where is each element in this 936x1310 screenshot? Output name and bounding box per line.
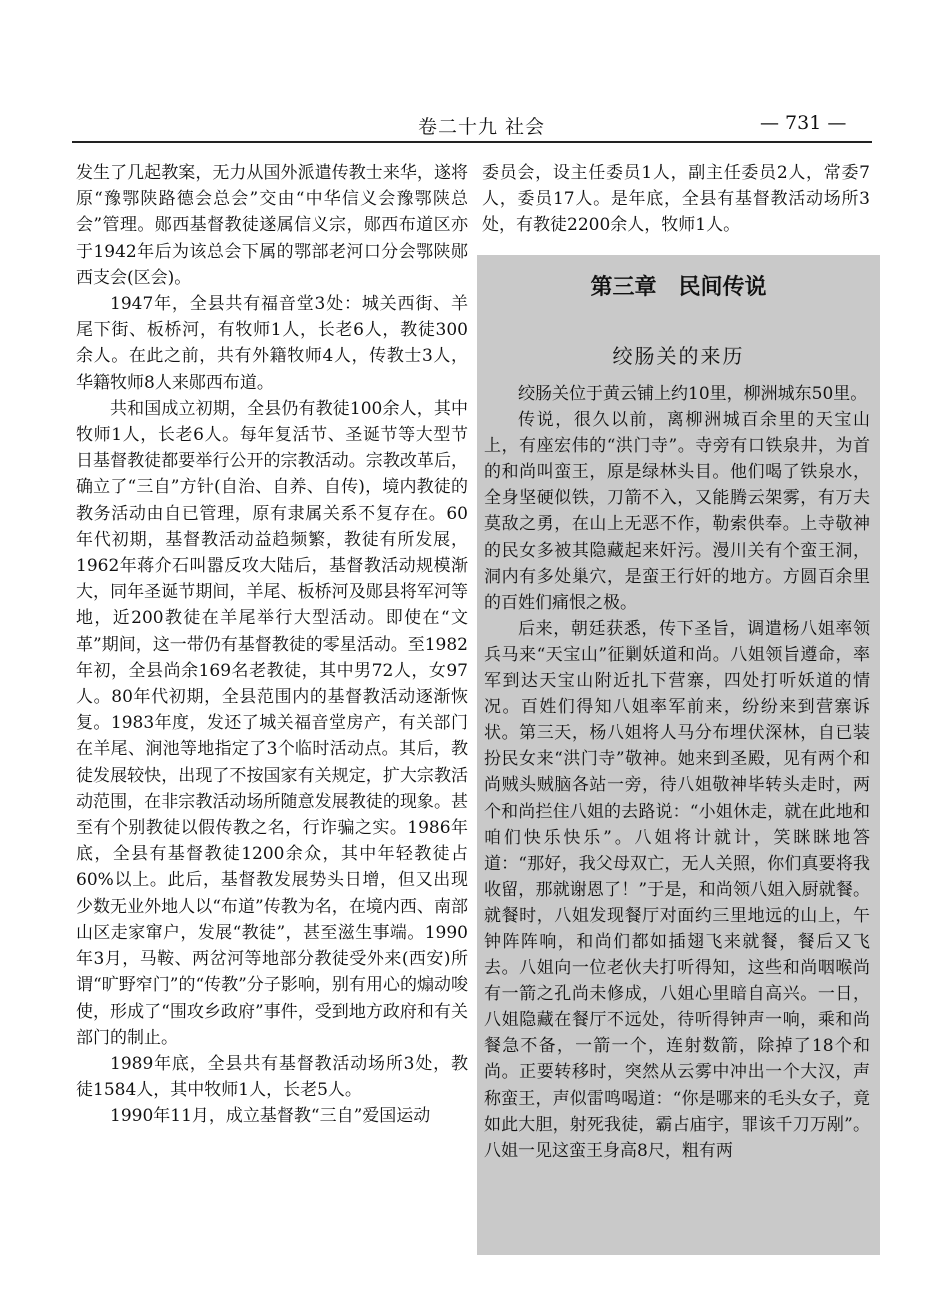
left-column: [76, 160, 468, 1130]
page-number: — 731 —: [760, 112, 847, 134]
paragraph: 发生了几起教案，无力从国外派遣传教士来华，遂将原“豫鄂陕路德会总会”交由“中华信义会豫鄂陕总会”管理。郧西基督教徒遂属信义宗，郧西布道区亦于1942年后为该总会下属的鄂部老河口分会鄂陕郧西支会(区会)。: [76, 163, 468, 288]
paragraph: 1990年11月，成立基督教“三自”爱国运动: [110, 1106, 431, 1127]
chapter-header: 卷二十九 社会: [418, 116, 546, 138]
paragraph: 后来，朝廷获悉，传下圣旨，调遣杨八姐率领兵马来“天宝山”征剿妖道和尚。八姐领旨遵命，率军到达天宝山附近扎下营寨，四处打听妖道的情况。百姓们得知八姐率军前来，纷纷来到营寨诉状。第三天，杨八姐将人马分布埋伏深林，自已装扮民女来“洪门寺”敬神。她来到圣殿，见有两个和尚贼头贼脑各站一旁，待八姐敬神毕转头走时，两个和尚拦住八姐的去路说：“小姐休走，就在此地和咱们快乐快乐”。八姐将计就计，笑眯眯地答道：“那好，我父母双亡，无人关照，你们真要将我收留，那就谢恩了！”于是，和尚领八姐入厨就餐。就餐时，八姐发现餐厅对面约三里地远的山上，午钟阵阵响，和尚们都如插翅飞来就餐，餐后又飞去。八姐向一位老伙夫打听得知，这些和尚咽喉尚有一箭之孔尚未修成，八姐心里暗自高兴。一日，八姐隐藏在餐厅不远处，待听得钟声一响，乘和尚餐急不备，一箭一个，连射数箭，除掉了18个和尚。正要转移时，突然从云雾中冲出一个大汉，声称蛮王，声似雷鸣喝道：“你是哪来的毛头女子，竟如此大胆，射死我徒，霸占庙宇，罪该千刀万剐”。八姐一见这蛮王身高8尺，粗有两: [484, 618, 870, 1161]
header-rule: [72, 141, 872, 143]
chapter-heading: 第三章 民间传说: [590, 275, 767, 300]
paragraph: 委员会，设主任委员1人，副主任委员2人，常委7人，委员17人。是年底，全县有基督教活动场所3处，有教徒2200余人，牧师1人。: [482, 163, 870, 236]
story-body: [484, 381, 870, 1164]
paragraph: 1989年底，全县共有基督教活动场所3处，教徒1584人，其中牧师1人，长老5人。: [76, 1053, 468, 1101]
paragraph: 绞肠关位于黄云铺上约10里，柳洲城东50里。: [518, 384, 868, 404]
paragraph: 1947年，全县共有福音堂3处：城关西街、羊尾下街、板桥河，有牧师1人，长老6人，教徒300余人。在此之前，共有外籍牧师4人，传教士3人，华籍牧师8人来郧西布道。: [76, 294, 468, 393]
right-column-continuation: [482, 160, 870, 239]
story-title: 绞肠关的来历: [612, 344, 745, 368]
paragraph: 共和国成立初期，全县仍有教徒100余人，其中牧师1人，长老6人。每年复活节、圣诞节等大型节日基督教徒都要举行公开的宗教活动。宗教改革后，确立了“三自”方针(自治、自养、自传)，境内教徒的教务活动由自已管理，原有隶属关系不复存在。60年代初期，基督教活动益趋频繁，教徒有所发展，1962年蒋介石叫嚣反攻大陆后，基督教活动规模渐大，同年圣诞节期间，羊尾、板桥河及郧县将军河等地，近200教徒在羊尾举行大型活动。即使在“文革”期间，这一带仍有基督教徒的零星活动。至1982年初，全县尚余169名老教徒，其中男72人，女97人。80年代初期，全县范围内的基督教活动逐渐恢复。1983年度，发还了城关福音堂房产，有关部门在羊尾、涧池等地指定了3个临时活动点。其后，教徒发展较快，出现了不按国家有关规定，扩大宗教活动范围，在非宗教活动场所随意发展教徒的现象。甚至有个别教徒以假传教之名，行诈骗之实。1986年底，全县有基督教徒1200余众，其中年轻教徒占60%以上。此后，基督教发展势头日增，但又出现少数无业外地人以“布道”传教为名，在境内西、南部山区走家窜户，发展“教徒”，甚至滋生事端。1990年3月，马鞍、两岔河等地部分教徒受外来(西安)所谓“旷野窄门”的“传教”分子影响，别有用心的煽动唆使，形成了“围攻乡政府”事件，受到地方政府和有关部门的制止。: [76, 398, 468, 1048]
paragraph: 传说，很久以前，离柳洲城百余里的天宝山上，有座宏伟的“洪门寺”。寺旁有口铁泉井，为首的和尚叫蛮王，原是绿林头目。他们喝了铁泉水，全身坚硬似铁，刀箭不入，又能腾云架雾，有万夫莫敌之勇，在山上无恶不作，勒索供奉。上寺敬神的民女多被其隐藏起来奸污。漫川关有个蛮王洞，洞内有多处巢穴，是蛮王行奸的地方。方圆百余里的百姓们痛恨之极。: [484, 410, 870, 613]
